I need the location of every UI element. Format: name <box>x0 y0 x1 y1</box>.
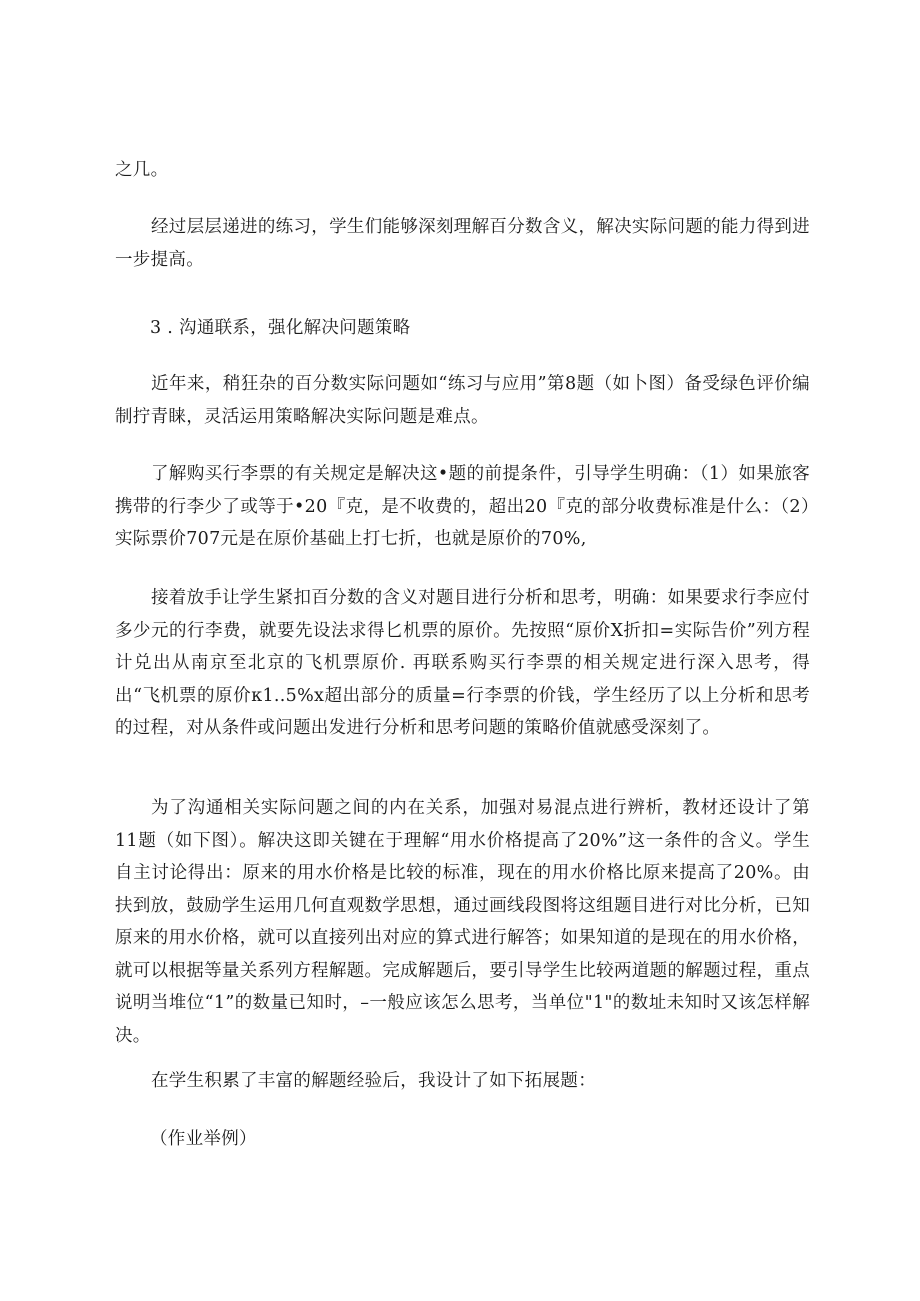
example-label: （作业举例） <box>150 1129 257 1149</box>
paragraph-water-price: 为了沟通相关实际问题之间的内在关系，加强对易混点进行辨析，教材还设计了第11题（如下图）。解决这即关键在于理解“用水价格提高了20%”这一条件的含义。学生自主讨论得出：原来的用水价格是比较的标准，现在的用水价格比原来提高了20%。由扶到放，鼓励学生运用几何直观数学思想，通过画线段图将这组题目进行对比分析，已知原来的用水价格，就可以直接列出对应的算式进行解答；如果知道的是现在的用水价格，就可以根据等量关系列方程解题。完成解题后，要引导学生比较两道题的解题过程，重点说明当堆位“1”的数量已知时，–一般应该怎么思考，当单位"1"的数址未知时又该怎样解决。 <box>115 798 810 1046</box>
paragraph-analysis: 接着放手让学生紧扣百分数的含义对题目进行分析和思考，明确：如果要求行李应付多少元的行李费，就要先设法求得匕机票的原价。先按照“原价X折扣=实际告价”列方程计兑出从南京至北京的飞机票原价. 再联系购买行李票的相关规定进行深入思考，得出“飞机票的原价κ1..5%x超出部分的质量=行李票的价钱，学生经历了以上分析和思考的过程，对从条件或问题出发进行分析和思考问题的策略价值就感受深刻了。 <box>115 588 810 738</box>
paragraph-practice-summary: 经过层层递进的练习，学生们能够深刻理解百分数含义，解决实际问题的能力得到进一步提高。 <box>115 217 810 270</box>
paragraph-luggage-rules: 了解购买行李票的有关规定是解决这•题的前提条件，引导学生明确：（1）如果旅客携带的行李少了或等于•20『克，是不收费的，超出20『克的部分收费标准是什么：（2）实际票价707元是在原价基础上打七折，也就是原价的70%, <box>115 464 810 549</box>
paragraph-extension: 在学生积累了丰富的解题经验后，我设计了如下拓展题： <box>151 1071 596 1091</box>
section-heading: 3 . 沟通联系，强化解决问题策略 <box>150 318 411 338</box>
paragraph-intro: 近年来，稍狂杂的百分数实际问题如“练习与应用”第8题（如卜图）备受绿色评价编制拧青睐，灵活运用策略解决实际问题是难点。 <box>115 374 810 427</box>
paragraph-fragment: 之几。 <box>115 160 169 180</box>
